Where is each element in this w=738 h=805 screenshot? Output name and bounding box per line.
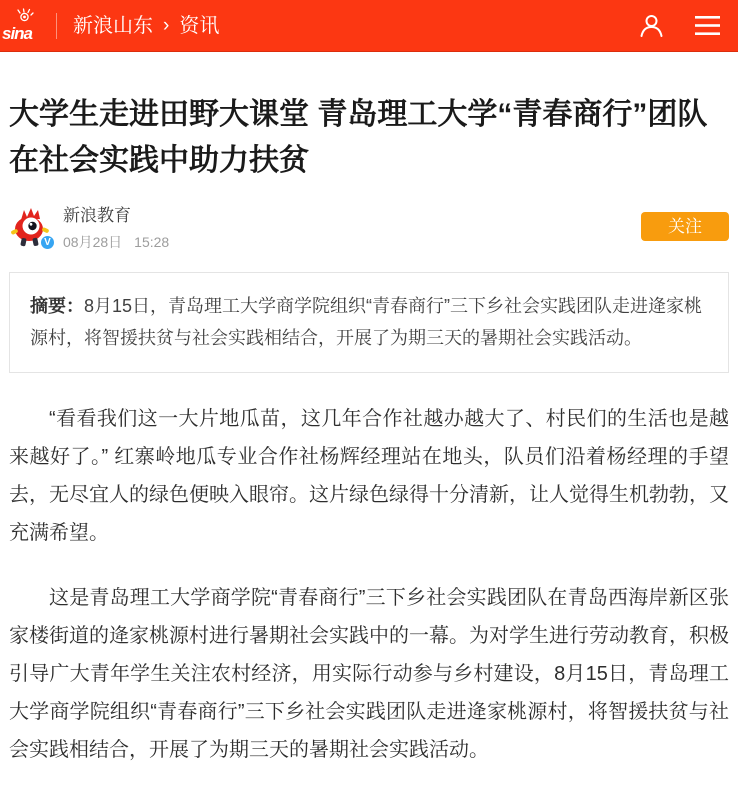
publish-date-row xyxy=(63,232,169,252)
top-nav-bar xyxy=(0,0,738,52)
author-row xyxy=(9,201,729,252)
breadcrumb-section-link[interactable]: 资讯 xyxy=(179,14,220,37)
sina-eye-icon xyxy=(16,8,34,22)
publish-date: 08月28日 xyxy=(63,234,123,250)
summary-text: 8月15日，青岛理工大学商学院组织“青春商行”三下乡社会实践团队走进逄家桃源村，将智援扶贫与社会实践相结合，开展了为期三天的暑期社会实践活动。 xyxy=(30,296,703,348)
author-name[interactable]: 新浪教育 xyxy=(63,206,131,225)
publish-time: 15:28 xyxy=(134,234,170,250)
sina-logo-text: sina xyxy=(2,23,33,43)
breadcrumb-site-link[interactable]: 新浪山东 xyxy=(73,14,153,37)
summary-box xyxy=(9,272,729,373)
sina-logo[interactable] xyxy=(2,6,46,46)
author-meta xyxy=(63,201,169,252)
menu-icon[interactable] xyxy=(695,15,720,36)
user-icon[interactable] xyxy=(638,12,665,39)
breadcrumb-separator: › xyxy=(163,15,170,36)
article-page xyxy=(0,92,738,769)
article-paragraph-2: 这是青岛理工大学商学院“青春商行”三下乡社会实践团队在青岛西海岸新区张家楼街道的逄家桃源村进行暑期社会实践中的一幕。为对学生进行劳动教育，积极引导广大青年学生关注农村经济，用实际行动参与乡村建设，8月15日，青岛理工大学商学院组织“青春商行”三下乡社会实践团队走进逄家桃源村，将智援扶贫与社会实践相结合，开展了为期三天的暑期社会实践活动。 xyxy=(9,587,729,761)
follow-button[interactable]: 关注 xyxy=(641,212,729,241)
verified-badge-icon: V xyxy=(39,234,56,251)
article-title: 大学生走进田野大课堂 青岛理工大学“青春商行”团队在社会实践中助力扶贫 xyxy=(9,98,708,177)
header-actions xyxy=(638,12,720,39)
article-paragraph-1: “看看我们这一大片地瓜苗，这几年合作社越办越大了、村民们的生活也是越来越好了。” 红寨岭地瓜专业合作社杨辉经理站在地头，队员们沿着杨经理的手望去，无尽宜人的绿色便映入眼帘。这片绿色绿得十分清新，让人觉得生机勃勃，又充满希望。 xyxy=(9,408,729,544)
header-divider xyxy=(56,13,57,39)
breadcrumb xyxy=(73,16,219,36)
author-avatar[interactable] xyxy=(9,206,51,248)
summary-label: 摘要： xyxy=(30,296,84,316)
